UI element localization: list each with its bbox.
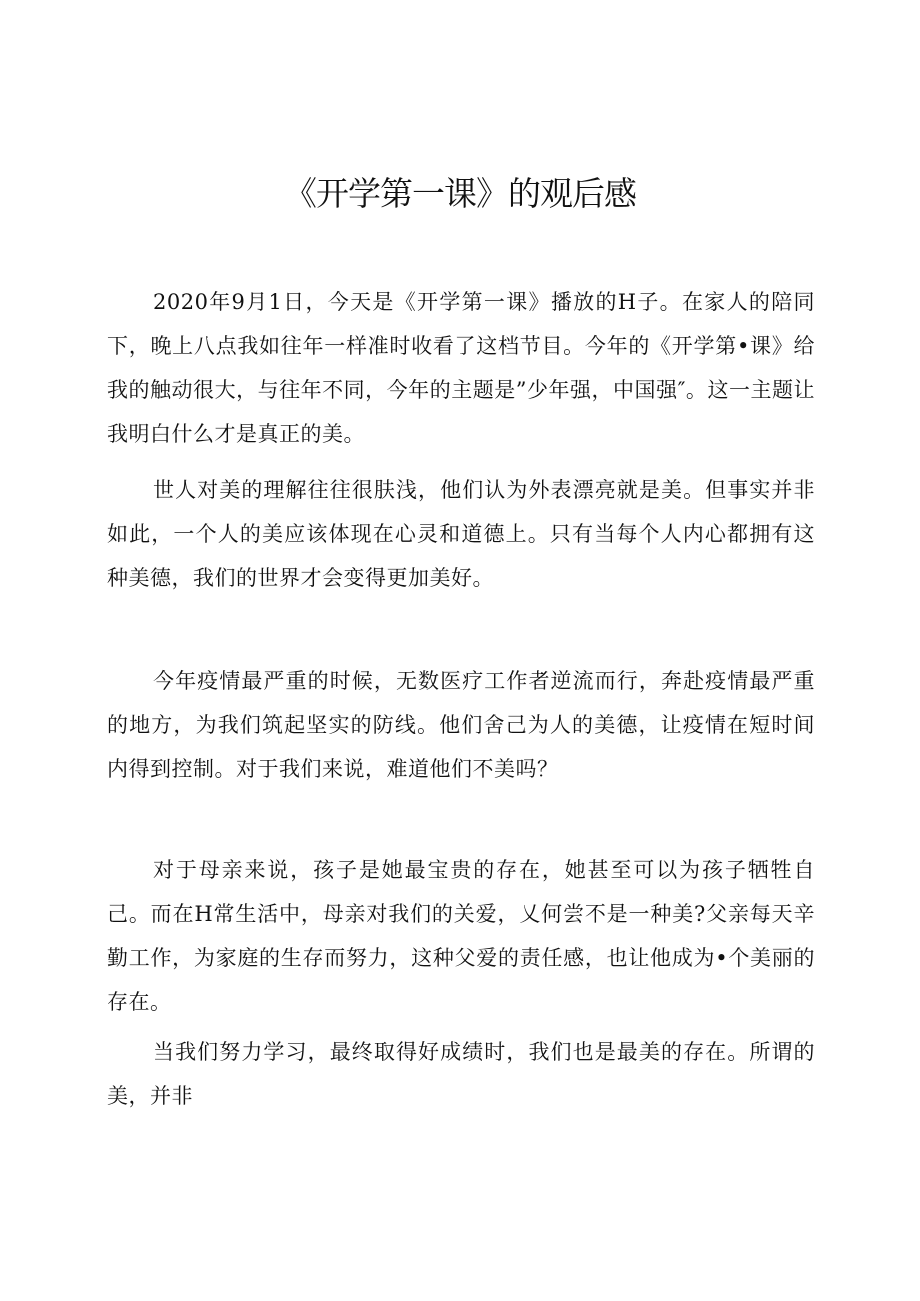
- document-title: 《开学第一课》的观后感: [284, 174, 636, 213]
- paragraph-4: 对于母亲来说，孩子是她最宝贵的存在，她甚至可以为孩子牺牲自己。而在H常生活中，母亲对我们的关爱，乂何尝不是一种美?父亲每天辛勤工作，为家庭的生存而努力，这种父爱的责任感，也让他成为•个美丽的存在。: [107, 858, 815, 1014]
- paragraph-1: 2020年9月1日，今天是《开学第一课》播放的H子。在家人的陪同下，晚上八点我如往年一样准时收看了这档节目。今年的《开学第•课》给我的触动很大，与往年不同，今年的主题是”少年强，中国强″。这一主题让我明白什么才是真正的美。: [107, 290, 815, 446]
- paragraph-5: 当我们努力学习，最终取得好成绩时，我们也是最美的存在。所谓的美，并非: [107, 1040, 815, 1108]
- paragraph-2: 世人对美的理解往往很肤浅，他们认为外表漂亮就是美。但事实并非如此，一个人的美应该体现在心灵和道德上。只有当每个人内心都拥有这种美德，我们的世界才会变得更加美好。: [107, 478, 815, 590]
- paragraph-3: 今年疫情最严重的时候，无数医疗工作者逆流而行，奔赴疫情最严重的地方，为我们筑起坚实的防线。他们舍己为人的美德，让疫情在短时间内得到控制。对于我们来说，难道他们不美吗？: [107, 669, 815, 781]
